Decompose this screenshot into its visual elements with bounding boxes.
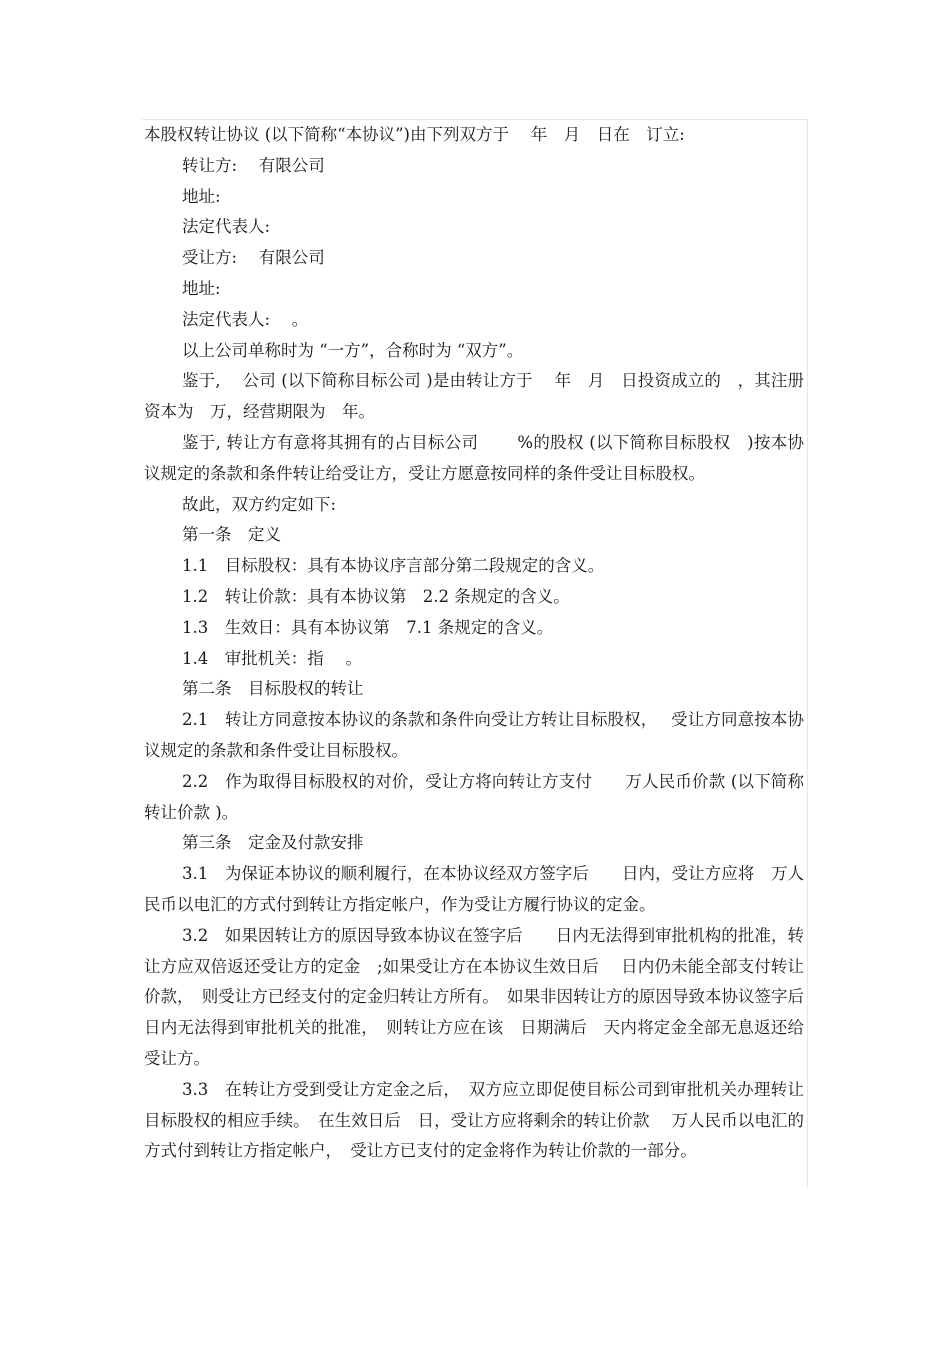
transferee-address-line: 地址: <box>182 278 221 298</box>
clause-2-2: 2.2 作为取得目标股权的对价，受让方将向转让方支付 万人民币价款 (以下简称转让价款 )。 <box>144 771 804 822</box>
article-3-heading: 第三条 定金及付款安排 <box>182 833 364 853</box>
clause-1-4: 1.4 审批机关：指 。 <box>182 648 362 668</box>
recital-2-paragraph: 鉴于, 转让方有意将其拥有的占目标公司 %的股权 (以下简称目标股权 )按本协议规定的条款和条件转让给受让方，受让方愿意按同样的条件受让目标股权。 <box>144 432 804 483</box>
clause-1-3: 1.3 生效日：具有本协议第 7.1 条规定的含义。 <box>182 617 554 637</box>
transferor-address-line: 地址: <box>182 186 221 206</box>
article-2-heading: 第二条 目标股权的转让 <box>182 679 364 699</box>
party-naming-paragraph: 以上公司单称时为 “一方”，合称时为 “双方”。 <box>182 340 524 360</box>
transferor-representative-line: 法定代表人: <box>182 217 271 237</box>
document-body <box>144 120 826 1167</box>
clause-1-1: 1.1 目标股权：具有本协议序言部分第二段规定的含义。 <box>182 556 605 576</box>
preamble-paragraph: 本股权转让协议 (以下简称“本协议”)由下列双方于 年 月 日在 订立: <box>144 125 685 144</box>
clause-3-2: 3.2 如果因转让方的原因导致本协议在签字后 日内无法得到审批机构的批准，转让方应双倍返还受让方的定金 ;如果受让方在本协议生效日后 日内仍未能全部支付转让价款， 则受让方已经支付的定金归转让方所有。 如果非因转让方的原因导致本协议签字后 日内无法得到审批机关的批准， 则转让方应在该 日期满后 天内将定金全部无息返还给受让方。 <box>144 925 826 1068</box>
transferee-representative-line: 法定代表人: 。 <box>182 309 309 329</box>
agreement-intro-paragraph: 故此，双方约定如下: <box>182 494 337 514</box>
clause-1-2: 1.2 转让价款：具有本协议第 2.2 条规定的含义。 <box>182 586 570 606</box>
clause-3-1: 3.1 为保证本协议的顺利履行，在本协议经双方签字后 日内，受让方应将 万人民币以电汇的方式付到转让方指定帐户，作为受让方履行协议的定金。 <box>144 864 804 914</box>
article-1-heading: 第一条 定义 <box>182 525 281 545</box>
clause-3-3: 3.3 在转让方受到受让方定金之后， 双方应立即促使目标公司到审批机关办理转让目标股权的相应手续。 在生效日后 日，受让方应将剩余的转让价款 万人民币以电汇的方式付到转让方指定帐户， 受让方已支付的定金将作为转让价款的一部分。 <box>144 1079 804 1161</box>
clause-2-1: 2.1 转让方同意按本协议的条款和条件向受让方转让目标股权， 受让方同意按本协议规定的条款和条件受让目标股权。 <box>144 710 804 760</box>
transferee-line: 受让方: 有限公司 <box>182 248 325 268</box>
recital-1-paragraph: 鉴于, 公司 (以下简称目标公司 )是由转让方于 年 月 日投资成立的 ，其注册资本为 万，经营期限为 年。 <box>144 371 804 422</box>
transferor-line: 转让方: 有限公司 <box>182 155 325 175</box>
